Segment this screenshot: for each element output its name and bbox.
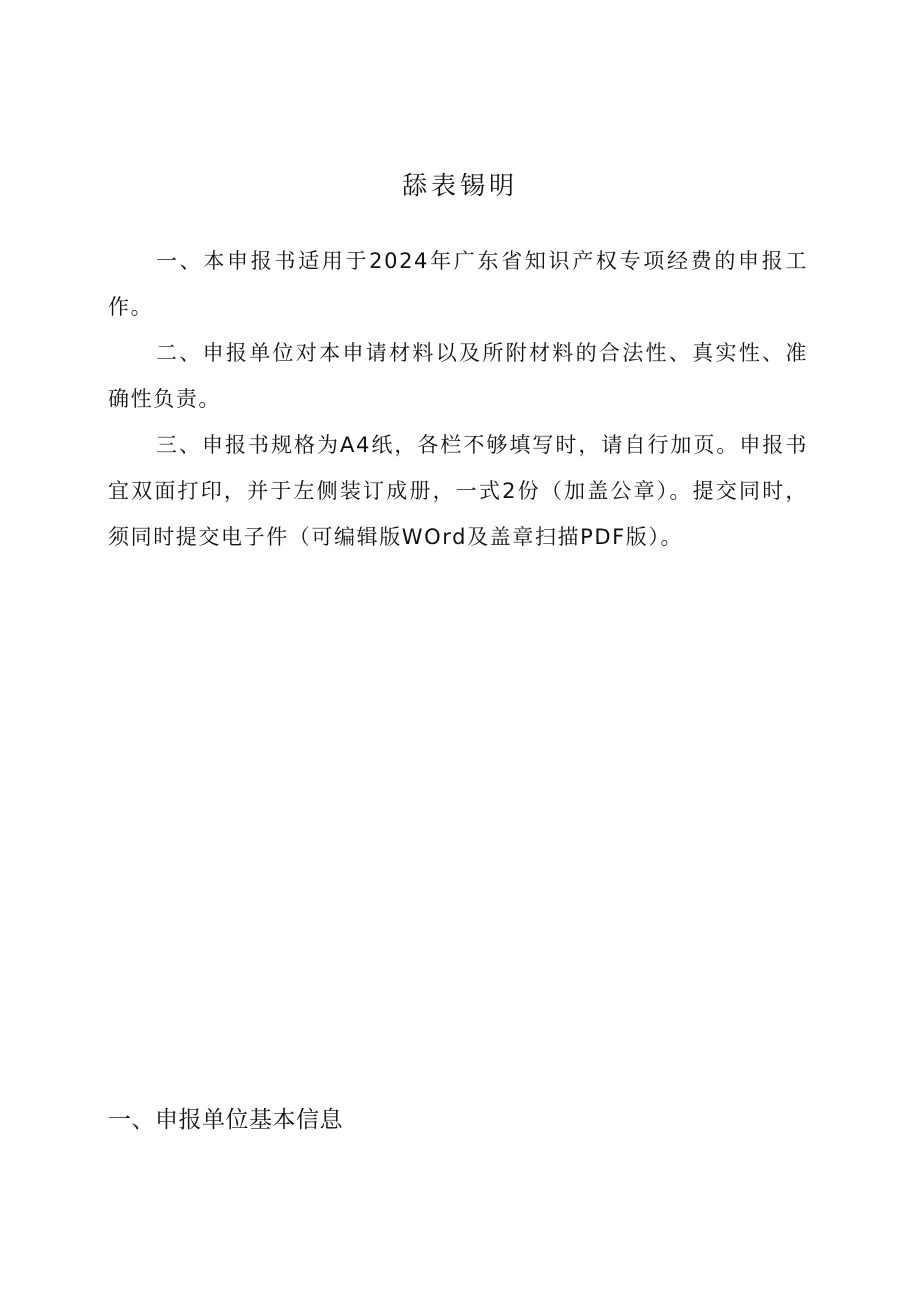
- instructions-block: [108, 238, 808, 560]
- instruction-paragraph-1: 一、本申报书适用于2024年广东省知识产权专项经费的申报工作。: [108, 249, 808, 319]
- document-title: 舔表锡明: [401, 171, 518, 200]
- instruction-paragraph-2: 二、申报单位对本申请材料以及所附材料的合法性、真实性、准确性负责。: [108, 341, 808, 411]
- section-heading: 一、申报单位基本信息: [108, 1106, 343, 1132]
- instruction-paragraph-3: 三、申报书规格为A4纸，各栏不够填写时，请自行加页。申报书宜双面打印，并于左侧装订成册，一式2份（加盖公章）。提交同时，须同时提交电子件（可编辑版WOrd及盖章扫描PDF版）。: [108, 433, 808, 549]
